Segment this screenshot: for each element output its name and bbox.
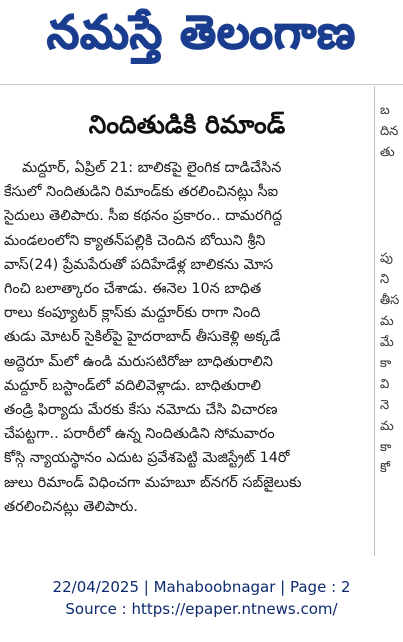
column-rule [374, 86, 375, 556]
page-footer [0, 576, 403, 620]
masthead-divider [0, 84, 403, 85]
article-line: చేపట్టగా.. పరారీలో ఉన్న నిందితుడిని సోమవారం [4, 426, 275, 443]
article-line: కేసులో నిందితుడిని రిమాండ్‌కు తరలించినట్లు సీఐ [4, 184, 279, 201]
article-line: అద్దెరూ మ్‌లో ఉండి మరుసటిరోజు బాధితురాలిని [4, 353, 273, 370]
side-fragment: బ [380, 103, 390, 118]
article-line: మద్దూర్ బస్టాండ్‌లో వదిలివెళ్లాడు. బాధితురాలి [4, 377, 262, 394]
side-fragment: తు [380, 145, 395, 160]
article-line: సైదులు తెలిపారు. సీఐ కథనం ప్రకారం.. దామరగిద్ద [4, 208, 283, 225]
side-fragment: ని [380, 272, 390, 287]
adjacent-column-fragment-bottom [380, 248, 403, 479]
article-line: గించి బలాత్కారం చేశాడు. ఈనెల 10న బాధిత [4, 281, 262, 298]
side-fragment: మ [380, 419, 394, 434]
article-line: తరలించినట్లు తెలిపారు. [4, 498, 138, 515]
article-body [4, 156, 370, 519]
article-line: వాస్(24) ప్రేమపేరుతో పదిహేడేళ్ల బాలికను మోస [4, 256, 274, 273]
source-link[interactable]: Source : https://epaper.ntnews.com/ [65, 600, 338, 618]
article-line: కోస్గి న్యాయస్థానం ఎదుట ప్రవేశపెట్టి మెజిస్ట్రేట్ 14రో [4, 450, 290, 467]
side-fragment: మ [380, 314, 394, 329]
article-line: జులు రిమాండ్ విధించగా మహబూ బ్‌నగర్ సబ్‌జైలుకు [4, 474, 302, 491]
side-fragment: కా [380, 356, 392, 371]
article-headline: నిందితుడికి రిమాండ్ [88, 110, 286, 139]
article-line: మండలంలోని క్యాతన్‌పల్లికి చెందిన బోయిని శ్రీని [4, 232, 266, 249]
newspaper-masthead: నమస్తే తెలంగాణ [46, 5, 357, 59]
article-line: తుడు మోటర్ సైకిల్‌పై హైదరాబాద్ తీసుకెళ్లి అక్కడే [4, 329, 281, 346]
side-fragment: వి [380, 377, 390, 392]
edition-info: 22/04/2025 | Mahaboobnagar | Page : 2 [52, 578, 351, 596]
adjacent-column-fragment-top [380, 100, 403, 163]
side-fragment: మే [380, 335, 394, 350]
side-fragment: దిన [380, 124, 399, 139]
side-fragment: పు [380, 251, 393, 266]
side-fragment: తీస [380, 293, 400, 308]
news-article [4, 92, 370, 519]
side-fragment: నె [380, 398, 390, 413]
side-fragment: కా [380, 440, 392, 455]
article-line: రాలు కంప్యూటర్ క్లాస్‌కు మద్దూర్‌కు రాగా నింది [4, 305, 261, 322]
article-line: తండ్రి ఫిర్యాదు మేరకు కేసు నమోదు చేసి విచారణ [4, 402, 278, 419]
article-line: మద్దూర్, ఏప్రిల్ 21: బాలికపై లైంగిక దాడిచేసిన [22, 160, 282, 176]
side-fragment: కో [380, 461, 391, 476]
